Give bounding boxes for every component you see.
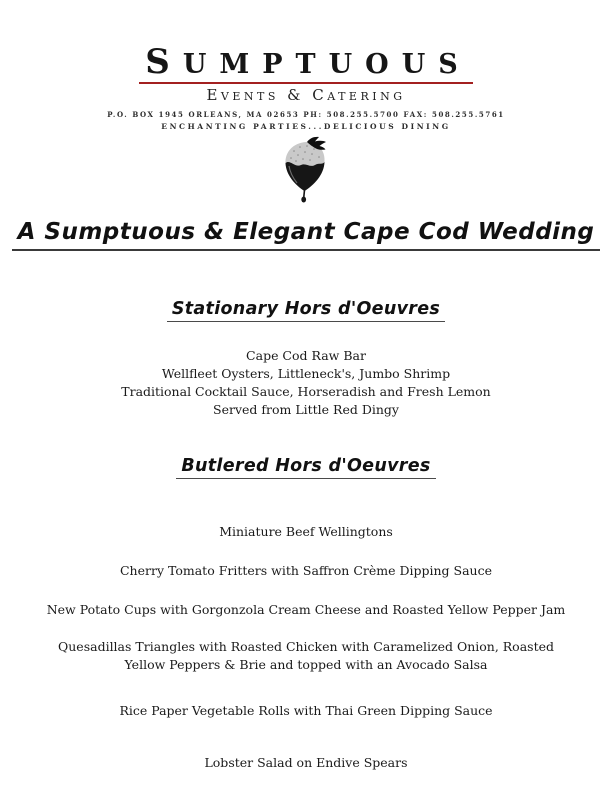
- menu-item: Cherry Tomato Fritters with Saffron Crème Dipping Sauce: [119, 563, 492, 579]
- menu-item: Served from Little Red Dingy: [213, 401, 399, 417]
- stationary-items: [0, 347, 612, 419]
- section-stationary: [0, 285, 612, 419]
- brand-header: [0, 44, 612, 131]
- brand-wordmark: SUMPTUOUS: [139, 44, 473, 84]
- section-butlered: [0, 441, 612, 772]
- menu-item: Lobster Salad on Endive Spears: [204, 755, 408, 771]
- menu-item: Wellfleet Oysters, Littleneck's, Jumbo Shrimp: [161, 365, 451, 381]
- section-heading-butlered: Butlered Hors d'Oeuvres: [176, 456, 435, 479]
- brand-address: P.O. BOX 1945 ORLEANS, MA 02653 PH: 508.255.5700 FAX: 508.255.5761: [107, 110, 505, 120]
- menu-item: Miniature Beef Wellingtons: [219, 524, 393, 540]
- brand-tagline: ENCHANTING PARTIES...DELICIOUS DINING: [161, 122, 451, 132]
- menu-title-wrap: [0, 205, 612, 250]
- chocolate-dipped-strawberry-icon: [276, 135, 336, 205]
- brand-subtitle: Events & Catering: [206, 86, 406, 105]
- menu-item: Quesadillas Triangles with Roasted Chicken with Caramelized Onion, Roasted Yellow Peppers & Brie and topped with an Avocado Salsa: [58, 639, 554, 673]
- section-heading-wrap: [0, 285, 612, 337]
- menu-title: A Sumptuous & Elegant Cape Cod Wedding: [12, 219, 601, 250]
- menu-item: Cape Cod Raw Bar: [246, 347, 366, 363]
- strawberry-logo: [0, 135, 612, 205]
- brand-name: [0, 44, 612, 84]
- menu-item: New Potato Cups with Gorgonzola Cream Cheese and Roasted Yellow Pepper Jam: [46, 602, 566, 618]
- butlered-items: [46, 523, 566, 772]
- section-heading-wrap: [0, 441, 612, 493]
- section-heading-stationary: Stationary Hors d'Oeuvres: [167, 299, 445, 322]
- menu-item: Traditional Cocktail Sauce, Horseradish and Fresh Lemon: [121, 383, 491, 399]
- menu-item: Rice Paper Vegetable Rolls with Thai Green Dipping Sauce: [119, 703, 493, 719]
